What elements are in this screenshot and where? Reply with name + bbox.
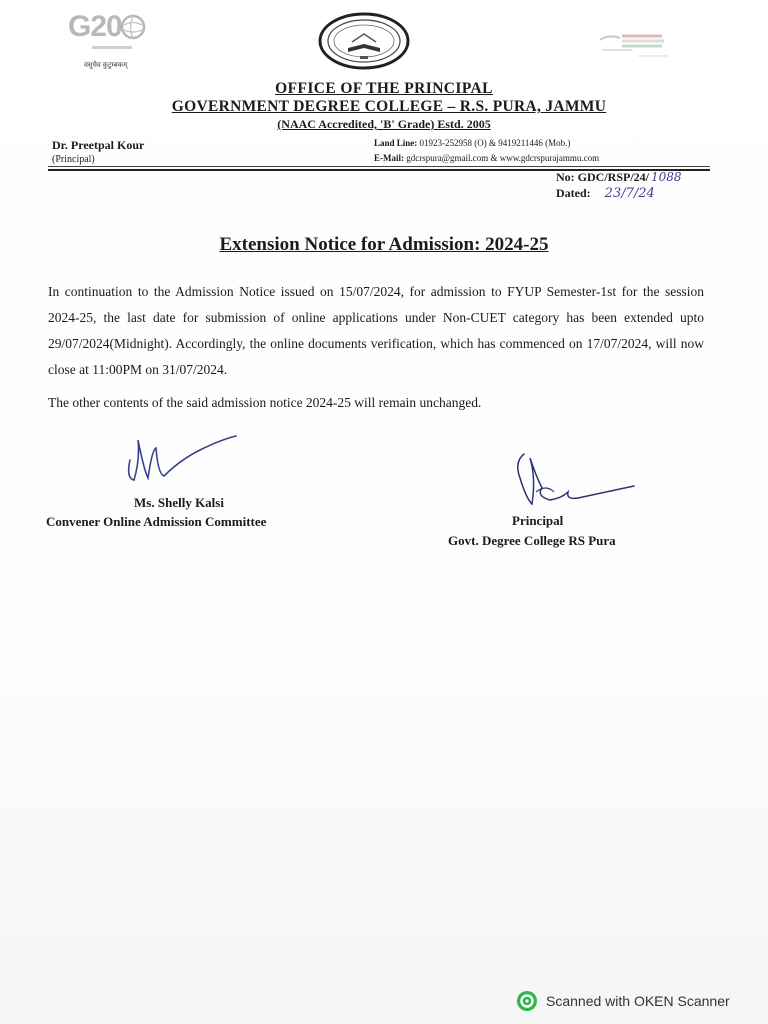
office-title: OFFICE OF THE PRINCIPAL (275, 80, 493, 97)
dated-label: Dated: (556, 186, 591, 200)
landline-value: 01923-252958 (O) & 9419211446 (Mob.) (419, 138, 571, 148)
notice-title: Extension Notice for Admission: 2024-25 (219, 234, 549, 255)
convener-name: Ms. Shelly Kalsi (134, 495, 224, 510)
reference-number (556, 170, 682, 185)
scanner-text: Scanned with OKEN Scanner (546, 993, 730, 1009)
scanner-watermark (516, 990, 730, 1012)
globe-icon (120, 14, 146, 40)
accreditation-line: (NAAC Accredited, 'B' Grade) Estd. 2005 (277, 117, 491, 131)
notice-paragraph-1: In continuation to the Admission Notice issued on 15/07/2024, for admission to FYUP Semester-1st for the session 2024-25, the last date for submission of online applications under Non-CUET category has been extended upto 29/07/2024(Midnight). Accordingly, the online documents verification, which has commenced on 17/07/2024, will now close at 11:00PM on 31/07/2024. (48, 284, 704, 377)
email-info (374, 153, 599, 163)
principal-role: (Principal) (52, 154, 95, 165)
college-title: GOVERNMENT DEGREE COLLEGE – R.S. PURA, JAMMU (171, 98, 607, 115)
principal-signatory-role: Govt. Degree College RS Pura (448, 533, 616, 548)
g20-subline (92, 46, 132, 49)
principal-name: Dr. Preetpal Kour (52, 138, 145, 152)
reference-number-handwritten: 1088 (651, 170, 682, 184)
g20-hindi-caption: वसुधैव कुटुम्बकम् (84, 61, 128, 69)
convener-signature (120, 430, 250, 490)
principal-signatory-title: Principal (512, 513, 564, 528)
reference-number-label: No: GDC/RSP/24/ (556, 170, 649, 184)
convener-role: Convener Online Admission Committee (46, 514, 267, 529)
g20-logo (62, 10, 162, 72)
g20-wordmark: G20 (68, 10, 122, 43)
reference-date (556, 186, 655, 201)
landline-label: Land Line: (374, 138, 418, 148)
header-divider-thin (48, 166, 710, 167)
notice-paragraph-2: The other contents of the said admission notice 2024-25 will remain unchanged. (48, 395, 482, 410)
email-value: gdcrspura@gmail.com & www.gdcrspurajammu.com (406, 153, 600, 163)
college-seal (318, 12, 410, 70)
dated-handwritten: 23/7/24 (604, 186, 655, 201)
landline-info (374, 138, 570, 148)
email-label: E-Mail: (374, 153, 404, 163)
oken-scanner-icon (516, 990, 538, 1012)
principal-signature (506, 448, 646, 514)
azadi-ka-amrit-mahotsav-logo (592, 28, 692, 68)
